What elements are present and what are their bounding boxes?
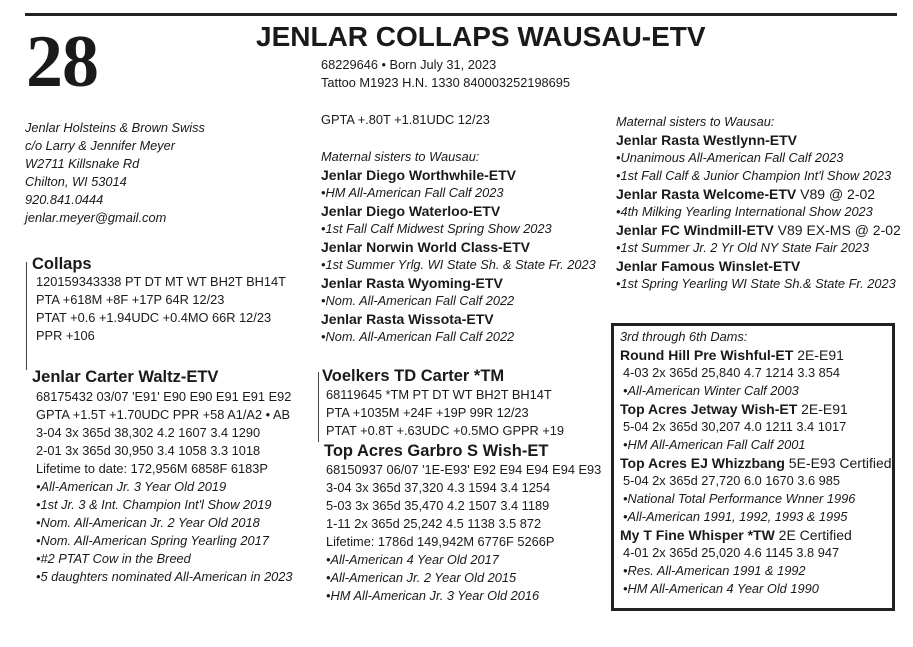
ancestor-score: 5E-E93 Certified (784, 455, 892, 471)
grandsire-line: PTA +1035M +24F +19P 99R 12/23 (326, 405, 529, 420)
grandsire-name: Voelkers TD Carter *TM (322, 367, 505, 385)
sister-entry (616, 221, 901, 239)
section-heading: Maternal sisters to Wausau: (321, 149, 480, 164)
sister-note: •Unanimous All-American Fall Calf 2023 (616, 150, 844, 165)
granddam-honor: •HM All-American Jr. 3 Year Old 2016 (326, 588, 540, 603)
grandsire-details (326, 386, 564, 440)
granddam-line: 68150937 06/07 '1E-E93' E92 E94 E94 E94 E93 (326, 462, 602, 477)
ancestor-score: 2E-E91 (793, 347, 844, 363)
sister-name: Jenlar Diego Waterloo-ETV (321, 203, 501, 219)
ancestor-name: Round Hill Pre Wishful-ET (620, 347, 794, 363)
owner-line: W2711 Killsnake Rd (25, 156, 140, 171)
dam-line: 2-01 3x 365d 30,950 3.4 1058 3.3 1018 (36, 443, 261, 458)
granddam-line: Lifetime: 1786d 149,942M 6776F 5266P (326, 534, 555, 549)
gpta-line: GPTA +.80T +1.81UDC 12/23 (321, 112, 490, 127)
sister-note: •1st Fall Calf & Junior Champion Int'l Show 2023 (616, 168, 892, 183)
maternal-sisters-right (616, 113, 901, 293)
dam-line: 68175432 03/07 'E91' E90 E90 E91 E91 E92 (36, 389, 292, 404)
maternal-sisters-middle (321, 148, 596, 346)
sire-line: 120159343338 PT DT MT WT BH2T BH14T (36, 274, 286, 289)
registration-line: 68229646 • Born July 31, 2023 (321, 57, 497, 72)
ancestor-record: 4-03 2x 365d 25,840 4.7 1214 3.3 854 (623, 365, 841, 380)
grandsire-line: 68119645 *TM PT DT WT BH2T BH14T (326, 387, 552, 402)
dam-honor: •5 daughters nominated All-American in 2023 (36, 569, 293, 584)
sister-name: Jenlar FC Windmill-ETV (616, 222, 774, 238)
granddam-honor: •All-American 4 Year Old 2017 (326, 552, 499, 567)
ancestor-score: 2E-E91 (797, 401, 848, 417)
sire-details (36, 273, 286, 345)
granddam-line: 3-04 3x 365d 37,320 4.3 1594 3.4 1254 (326, 480, 551, 495)
ancestor-name: Top Acres Jetway Wish-ET (620, 401, 798, 417)
ancestor-name: Top Acres EJ Whizzbang (620, 455, 785, 471)
sister-name: Jenlar Rasta Westlynn-ETV (616, 132, 798, 148)
dam-honor: •1st Jr. 3 & Int. Champion Int'l Show 2019 (36, 497, 272, 512)
ancestor-honor: •All-American Winter Calf 2003 (623, 383, 799, 398)
pedigree-bracket (318, 372, 319, 442)
sister-entry (616, 257, 901, 275)
ancestor-record: 5-04 2x 365d 27,720 6.0 1670 3.6 985 (623, 473, 841, 488)
sister-name: Jenlar Diego Worthwhile-ETV (321, 167, 516, 183)
sire-line: PTAT +0.6 +1.94UDC +0.4MO 66R 12/23 (36, 310, 272, 325)
sister-note: •Nom. All-American Fall Calf 2022 (321, 329, 515, 344)
dam-line: 3-04 3x 365d 38,302 4.2 1607 3.4 1290 (36, 425, 261, 440)
sister-name: Jenlar Rasta Welcome-ETV (616, 186, 797, 202)
pedigree-bracket (26, 262, 27, 370)
sister-name: Jenlar Norwin World Class-ETV (321, 239, 531, 255)
sister-score: V89 @ 2-02 (796, 186, 876, 202)
dam-entry (620, 400, 892, 418)
sister-name: Jenlar Famous Winslet-ETV (616, 258, 801, 274)
granddam-details (326, 461, 601, 605)
sister-note: •1st Summer Jr. 2 Yr Old NY State Fair 2023 (616, 240, 870, 255)
owner-email: jenlar.meyer@gmail.com (25, 210, 167, 225)
ancestor-honor: •Res. All-American 1991 & 1992 (623, 563, 806, 578)
section-heading: Maternal sisters to Wausau: (616, 114, 775, 129)
sire-line: PPR +106 (36, 328, 95, 343)
sister-entry (616, 185, 901, 203)
dam-entry (620, 526, 892, 544)
owner-line: Chilton, WI 53014 (25, 174, 127, 189)
ancestor-record: 4-01 2x 365d 25,020 4.6 1145 3.8 947 (623, 545, 840, 560)
sister-name: Jenlar Rasta Wyoming-ETV (321, 275, 503, 291)
granddam-honor: •All-American Jr. 2 Year Old 2015 (326, 570, 517, 585)
ancestor-honor: •All-American 1991, 1992, 1993 & 1995 (623, 509, 848, 524)
sister-note: •1st Spring Yearling WI State Sh.& State Fr. 2023 (616, 276, 896, 291)
granddam-name: Top Acres Garbro S Wish-ET (324, 442, 549, 460)
sister-note: •4th Milking Yearling International Show 2023 (616, 204, 873, 219)
dam-line: Lifetime to date: 172,956M 6858F 6183P (36, 461, 268, 476)
dam-honor: •#2 PTAT Cow in the Breed (36, 551, 191, 566)
top-rule (25, 13, 897, 16)
tattoo-line: Tattoo M1923 H.N. 1330 840003252198695 (321, 75, 571, 90)
dam-honor: •Nom. All-American Jr. 2 Year Old 2018 (36, 515, 260, 530)
sister-name: Jenlar Rasta Wissota-ETV (321, 311, 494, 327)
owner-line: c/o Larry & Jennifer Meyer (25, 138, 176, 153)
sister-note: •HM All-American Fall Calf 2023 (321, 185, 504, 200)
dam-entry (620, 454, 892, 472)
sister-note: •1st Fall Calf Midwest Spring Show 2023 (321, 221, 552, 236)
owner-line: Jenlar Holsteins & Brown Swiss (25, 120, 205, 135)
owner-block (25, 119, 205, 227)
owner-line: 920.841.0444 (25, 192, 104, 207)
ancestor-honor: •National Total Performance Wnner 1996 (623, 491, 856, 506)
dam-honor: •All-American Jr. 3 Year Old 2019 (36, 479, 227, 494)
sire-name: Collaps (32, 255, 92, 273)
ancestor-honor: •HM All-American Fall Calf 2001 (623, 437, 806, 452)
ancestor-honor: •HM All-American 4 Year Old 1990 (623, 581, 819, 596)
ancestor-name: My T Fine Whisper *TW (620, 527, 775, 543)
sister-entry (616, 131, 901, 149)
section-heading: 3rd through 6th Dams: (620, 329, 748, 344)
dam-entry (620, 346, 892, 364)
dam-honor: •Nom. All-American Spring Yearling 2017 (36, 533, 269, 548)
sire-line: PTA +618M +8F +17P 64R 12/23 (36, 292, 225, 307)
dam-details (36, 388, 293, 586)
granddam-line: 1-11 2x 365d 25,242 4.5 1138 3.5 872 (326, 516, 542, 531)
page-title: JENLAR COLLAPS WAUSAU-ETV (256, 21, 706, 52)
lot-number: 28 (26, 21, 98, 103)
dams-box-content (620, 328, 892, 598)
dam-name: Jenlar Carter Waltz-ETV (32, 368, 219, 386)
sister-score: V89 EX-MS @ 2-02 (773, 222, 901, 238)
dam-line: GPTA +1.5T +1.70UDC PPR +58 A1/A2 • AB (36, 407, 291, 422)
grandsire-line: PTAT +0.8T +.63UDC +0.5MO GPPR +19 (326, 423, 565, 438)
granddam-line: 5-03 3x 365d 35,470 4.2 1507 3.4 1189 (326, 498, 550, 513)
sister-note: •Nom. All-American Fall Calf 2022 (321, 293, 515, 308)
sister-note: •1st Summer Yrlg. WI State Sh. & State Fr. 2023 (321, 257, 596, 272)
ancestor-score: 2E Certified (774, 527, 852, 543)
ancestor-record: 5-04 2x 365d 30,207 4.0 1211 3.4 1017 (623, 419, 847, 434)
